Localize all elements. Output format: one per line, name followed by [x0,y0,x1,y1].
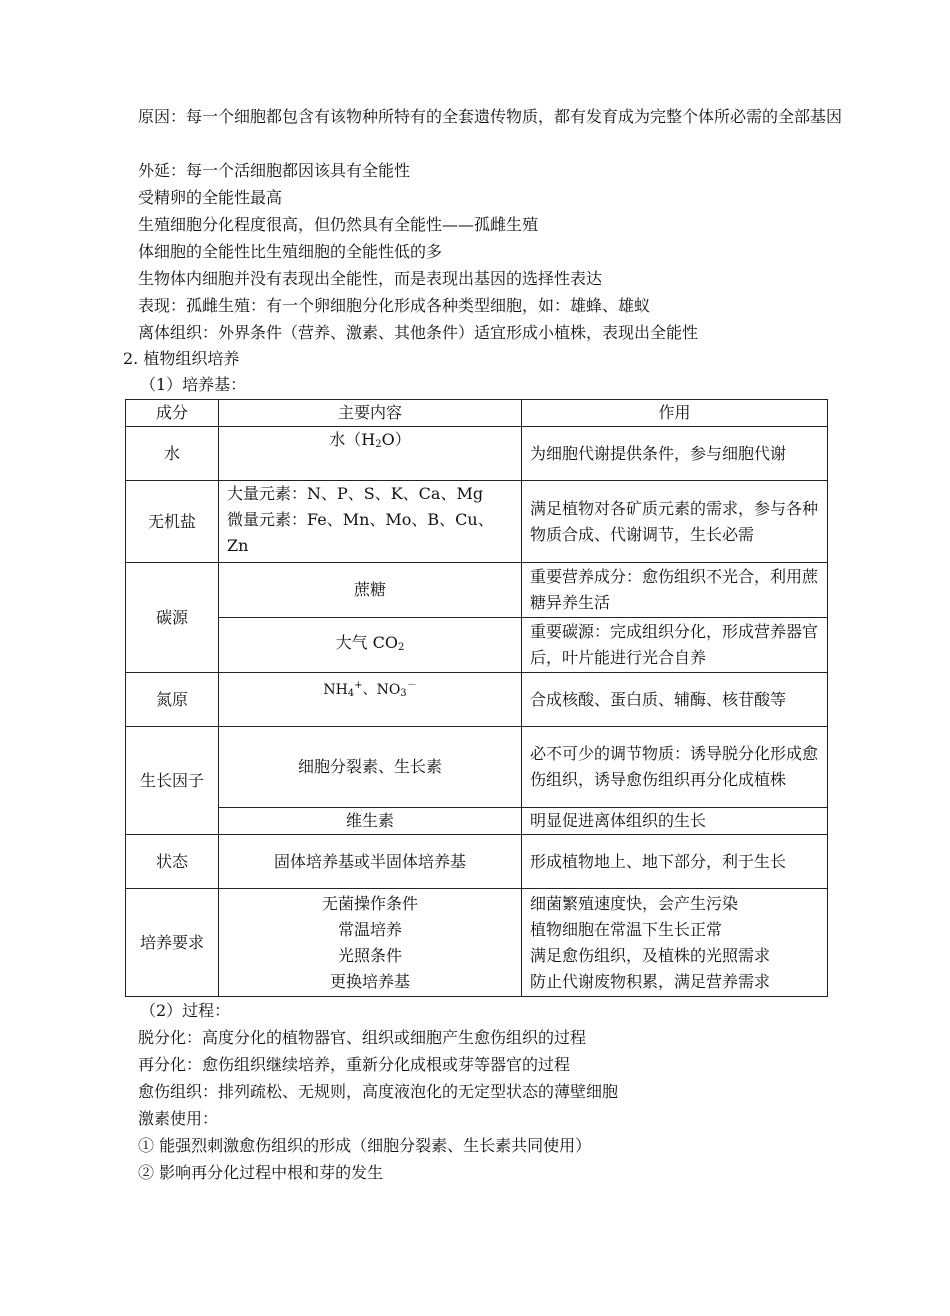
hormones-role: 必不可少的调节物质：诱导脱分化形成愈伤组织，诱导愈伤组织再分化成植株 [522,727,828,808]
state-role: 形成植物地上、地下部分，利于生长 [522,835,828,889]
hormone-item-1: ① 能强烈刺激愈伤组织的形成（细胞分裂素、生长素共同使用） [138,1136,592,1155]
egg-line: 受精卵的全能性最高 [138,188,283,207]
header-content: 主要内容 [219,400,522,427]
table-row [126,727,828,808]
extension-line: 外延：每一个活细胞都因该具有全能性 [138,161,411,180]
salt-role: 满足植物对各矿质元素的需求，参与各种物质合成、代谢调节，生长必需 [522,481,828,563]
reason-paragraph: 原因：每一个细胞都包含有该物种所特有的全套遗传物质，都有发育成为完整个体所必需的全部基因 [138,107,843,126]
nitrogen-role: 合成核酸、蛋白质、辅酶、核苷酸等 [522,673,828,727]
vitamin-content: 维生素 [219,808,522,835]
growth-name: 生长因子 [126,727,219,835]
state-content: 固体培养基或半固体培养基 [219,835,522,889]
table-row [126,427,828,481]
req-role [522,889,828,997]
sucrose-role: 重要营养成分：愈伤组织不光合，利用蔗糖异养生活 [522,563,828,618]
salt-name: 无机盐 [126,481,219,563]
table-row [126,673,828,727]
req-role-3: 满足愈伤组织，及植株的光照需求 [530,945,771,965]
nitrogen-content: NH4+、NO3－ [219,673,522,727]
req-name: 培养要求 [126,889,219,997]
carbon-name: 碳源 [126,563,219,673]
isolated-line: 离体组织：外界条件（营养、激素、其他条件）适宜形成小植株，表现出全能性 [138,323,699,342]
hormone-use-line: 激素使用： [138,1109,219,1128]
req-role-2: 植物细胞在常温下生长正常 [530,919,723,939]
table-header-row [126,400,828,427]
redifferentiation-line: 再分化：愈伤组织继续培养，重新分化成根或芽等器官的过程 [138,1055,571,1074]
micro-elements: 微量元素：Fe、Mn、Mo、B、Cu、Zn [227,510,494,555]
table-row [126,808,828,835]
sucrose-content: 蔗糖 [219,563,522,618]
req-temperature: 常温培养 [337,919,402,939]
somatic-line: 体细胞的全能性比生殖细胞的全能性低的多 [138,242,443,261]
vitamin-role: 明显促进离体组织的生长 [522,808,828,835]
medium-subheading: （1）培养基： [140,375,247,394]
hormone-item-2: ② 影响再分化过程中根和芽的发生 [138,1163,384,1182]
water-name: 水 [126,427,219,481]
table-row [126,889,828,997]
in-vivo-line: 生物体内细胞并没有表现出全能性，而是表现出基因的选择性表达 [138,269,603,288]
req-sterile: 无菌操作条件 [321,893,418,913]
section-heading: 2. 植物组织培养 [123,349,240,368]
req-content [219,889,522,997]
req-light: 光照条件 [337,945,402,965]
req-change-medium: 更换培养基 [329,971,410,991]
state-name: 状态 [126,835,219,889]
co2-role: 重要碳源：完成组织分化，形成营养器官后，叶片能进行光合自养 [522,618,828,673]
water-role: 为细胞代谢提供条件，参与细胞代谢 [522,427,828,481]
water-content: 水（H2O） [219,427,522,481]
medium-table [125,399,828,997]
salt-content [219,481,522,563]
macro-elements: 大量元素：N、P、S、K、Ca、Mg [227,484,484,503]
header-component: 成分 [126,400,219,427]
table-row [126,563,828,618]
hormones-content: 细胞分裂素、生长素 [219,727,522,808]
germ-line: 生殖细胞分化程度很高，但仍然具有全能性——孤雌生殖 [138,215,539,234]
nitrogen-name: 氮原 [126,673,219,727]
process-subheading: （2）过程： [140,1001,231,1020]
req-role-1: 细菌繁殖速度快，会产生污染 [530,893,739,913]
table-row [126,835,828,889]
manifest-line: 表现：孤雌生殖：有一个卵细胞分化形成各种类型细胞，如：雄蜂、雄蚁 [138,296,651,315]
header-role: 作用 [522,400,828,427]
req-role-4: 防止代谢废物积累，满足营养需求 [530,971,771,991]
table-row [126,481,828,563]
callus-line: 愈伤组织：排列疏松、无规则，高度液泡化的无定型状态的薄壁细胞 [138,1082,619,1101]
table-row [126,618,828,673]
co2-content: 大气 CO2 [219,618,522,673]
dedifferentiation-line: 脱分化：高度分化的植物器官、组织或细胞产生愈伤组织的过程 [138,1028,587,1047]
